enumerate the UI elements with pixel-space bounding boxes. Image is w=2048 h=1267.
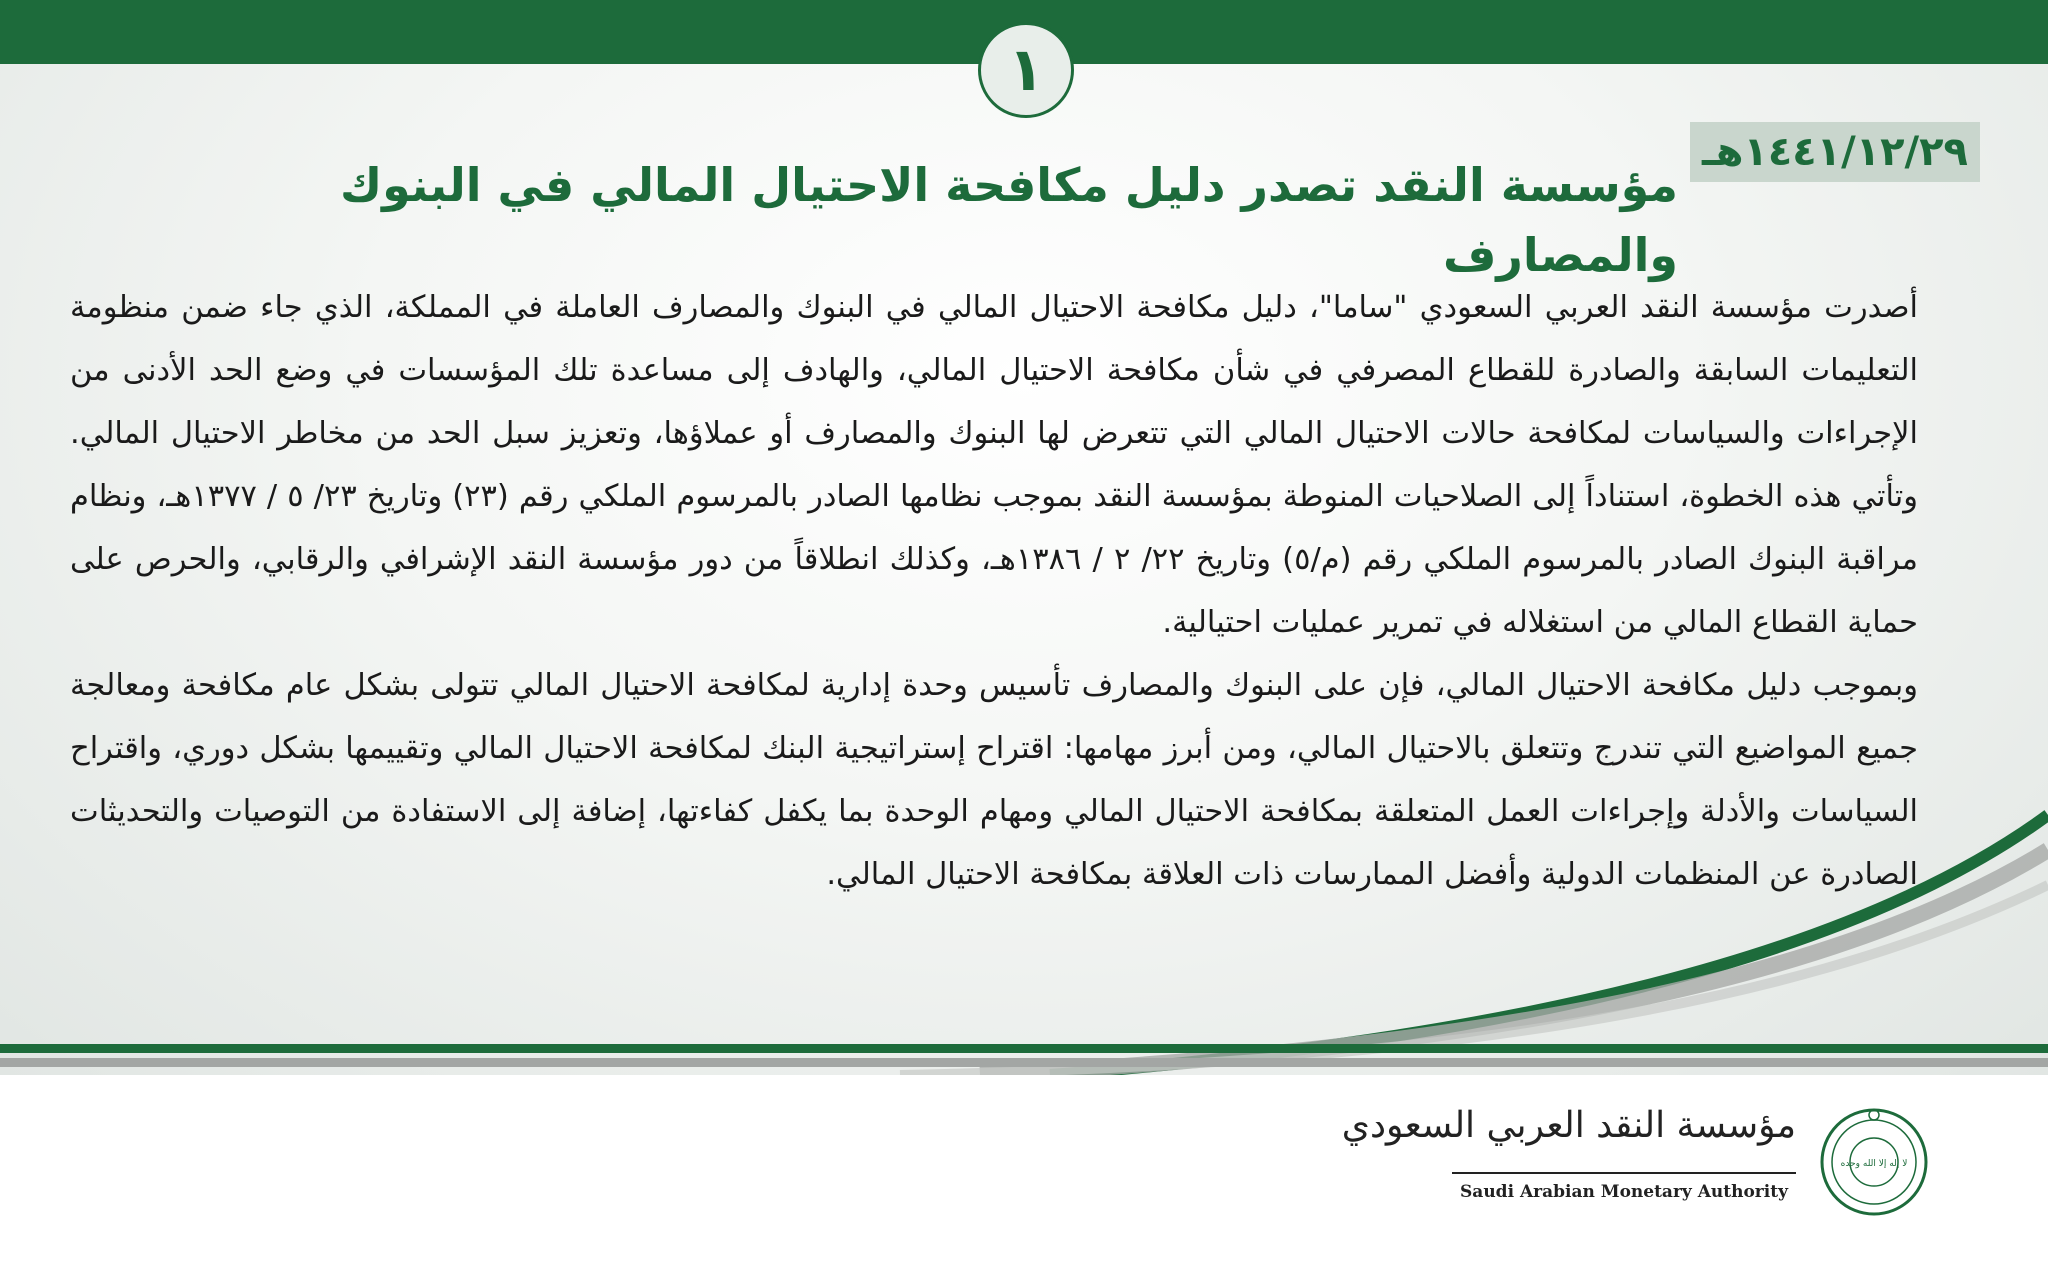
paragraph-1: أصدرت مؤسسة النقد العربي السعودي "ساما"، دليل مكافحة الاحتيال المالي في البنوك والمصارف العاملة في المملكة، الذي جاء ضمن منظومة التعليمات السابقة والصادرة للقطاع المصرفي في شأن مكافحة الاحتيال المالي، والهادف إلى مساعدة تلك المؤسسات في وضع الحد الأدنى من الإجراءات والسياسات لمكافحة حالات الاحتيال المالي التي تتعرض لها البنوك والمصارف أو عملاؤها، وتعزيز سبل الحد من مخاطر الاحتيال المالي. وتأتي هذه الخطوة، استناداً إلى الصلاحيات المنوطة بمؤسسة النقد بموجب نظامها الصادر بالمرسوم الملكي رقم (٢٣) وتاريخ ٢٣/ ٥ / ١٣٧٧هـ، ونظام مراقبة البنوك الصادر بالمرسوم الملكي رقم (م/٥) وتاريخ ٢٢/ ٢ / ١٣٨٦هـ، وكذلك انطلاقاً من دور مؤسسة النقد الإشرافي والرقابي، والحرص على حماية القطاع المالي من استغلاله في تمرير عمليات احتيالية. [70, 290, 1918, 640]
date-badge: ١٤٤١/١٢/٢٩هـ [1690, 122, 1980, 182]
article-body [70, 276, 1918, 906]
headline: مؤسسة النقد تصدر دليل مكافحة الاحتيال المالي في البنوك والمصارف [339, 158, 1678, 282]
seal-text: لا إله إلا الله وحده [1840, 1159, 1908, 1169]
logo-rule [1452, 1170, 1796, 1176]
paragraph-2: وبموجب دليل مكافحة الاحتيال المالي، فإن على البنوك والمصارف تأسيس وحدة إدارية لمكافحة الاحتيال المالي تتولى بشكل عام مكافحة ومعالجة جميع المواضيع التي تندرج وتتعلق بالاحتيال المالي، ومن أبرز مهامها: اقتراح إستراتيجية البنك لمكافحة الاحتيال المالي وتقييمها بشكل دوري، واقتراح السياسات والأدلة وإجراءات العمل المتعلقة بمكافحة الاحتيال المالي ومهام الوحدة بما يكفل كفاءتها، إضافة إلى الاستفادة من التوصيات والتحديثات الصادرة عن المنظمات الدولية وأفضل الممارسات ذات العلاقة بمكافحة الاحتيال المالي. [70, 668, 1918, 892]
post-number-badge: ١ [978, 22, 1074, 118]
divider-green [0, 1044, 2048, 1053]
sama-logo [1341, 1100, 1930, 1240]
seal-icon [1818, 1106, 1930, 1218]
logo-english-text: Saudi Arabian Monetary Authority [1460, 1182, 1788, 1202]
divider-gray [0, 1058, 2048, 1067]
logo-arabic-text: مؤسسة النقد العربي السعودي [1341, 1105, 1796, 1146]
